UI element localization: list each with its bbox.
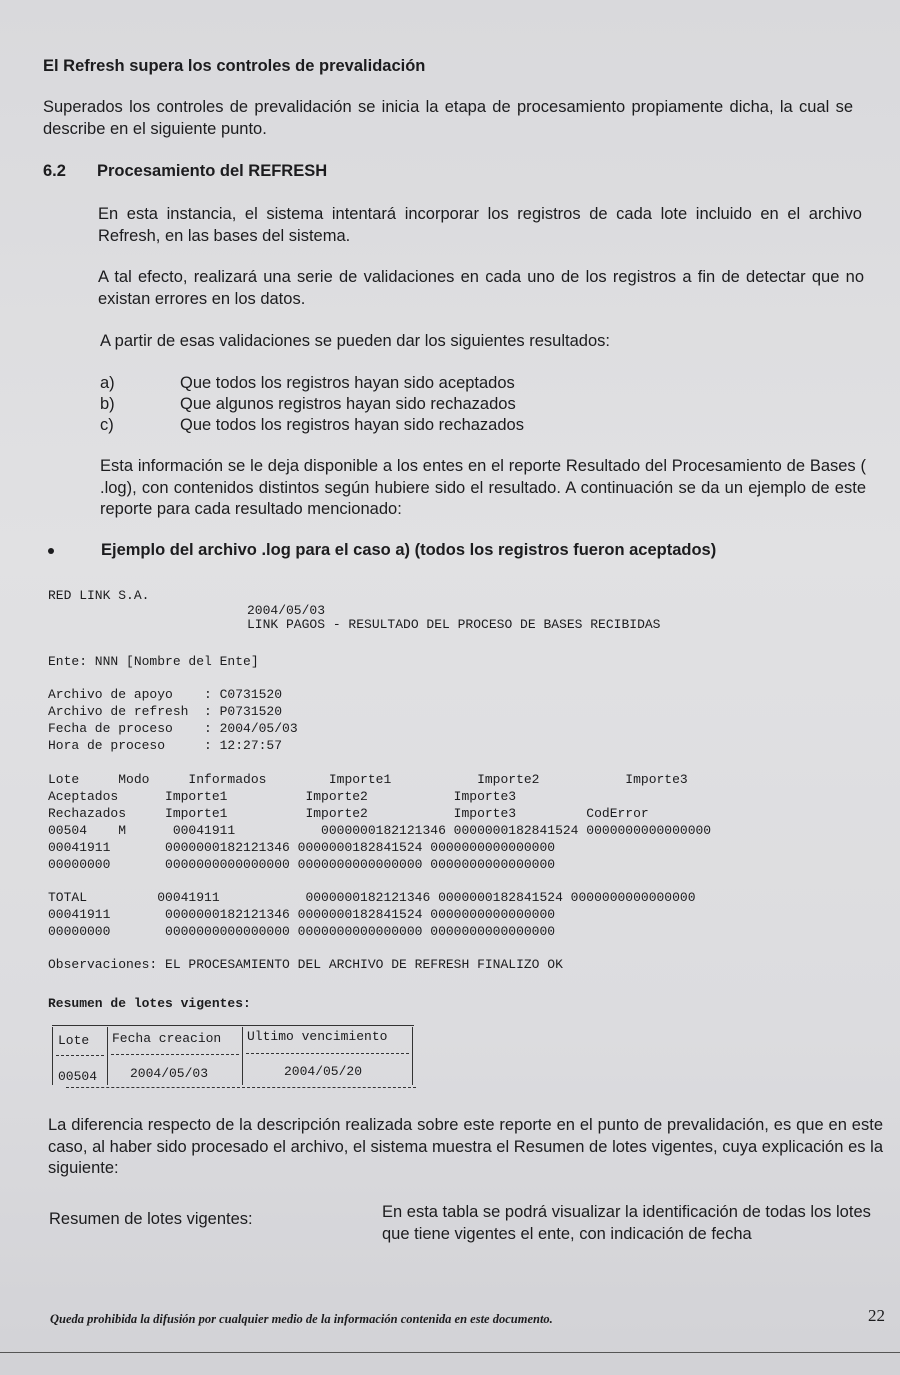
log-header-line: Aceptados Importe1 Importe2 Importe3	[48, 789, 517, 804]
table-separator	[111, 1054, 239, 1055]
paragraph-efecto: A tal efecto, realizará una serie de validaciones en cada uno de los registros a fin de detectar que no existan errores en los datos.	[98, 268, 864, 308]
bullet-icon	[48, 548, 54, 554]
log-observaciones: Observaciones: EL PROCESAMIENTO DEL ARCHIVO DE REFRESH FINALIZO OK	[48, 957, 563, 972]
list-item: Que todos los registros hayan sido rechazados	[180, 416, 524, 434]
table-header-vencimiento: Ultimo vencimiento	[247, 1029, 388, 1044]
list-item: Que algunos registros hayan sido rechazados	[180, 395, 516, 413]
log-row-line: 00000000 0000000000000000 0000000000000000 0000000000000000	[48, 857, 556, 872]
section-number: 6.2	[43, 162, 66, 180]
log-header-line: Rechazados Importe1 Importe2 Importe3 CodError	[48, 806, 649, 821]
table-cell-lote: 00504	[58, 1069, 98, 1084]
log-total-line: TOTAL 00041911 0000000182121346 0000000182841524 0000000000000000	[48, 890, 696, 905]
list-marker: b)	[100, 395, 115, 413]
table-bottom-rule	[66, 1087, 416, 1088]
log-row-line: 00504 M 00041911 0000000182121346 0000000182841524 0000000000000000	[48, 823, 712, 838]
section-title: Procesamiento del REFRESH	[97, 162, 328, 180]
table-header-fecha: Fecha creacion	[112, 1031, 222, 1046]
log-total-line: 00000000 0000000000000000 0000000000000000 0000000000000000	[48, 924, 556, 939]
log-company: RED LINK S.A.	[48, 588, 150, 603]
log-row-line: 00041911 0000000182121346 0000000182841524 0000000000000000	[48, 840, 556, 855]
log-header-line: Lote Modo Informados Importe1 Importe2 Importe3	[48, 772, 688, 787]
bullet-heading: Ejemplo del archivo .log para el caso a) (todos los registros fueron aceptados)	[101, 541, 717, 559]
table-border	[242, 1027, 243, 1085]
log-info-line: Fecha de proceso : 2004/05/03	[48, 721, 298, 736]
log-ente: Ente: NNN [Nombre del Ente]	[48, 654, 259, 669]
table-border	[412, 1027, 413, 1085]
list-marker: c)	[100, 416, 114, 434]
paragraph-info: Esta información se le deja disponible a los entes en el reporte Resultado del Procesamiento de Bases ( .log), con contenidos distintos según hubiere sido el resultado. A continuación se da un ejemplo de este reporte para cada resultado mencionado:	[100, 457, 866, 518]
log-info-line: Archivo de refresh : P0731520	[48, 704, 283, 719]
table-cell-fecha: 2004/05/03	[130, 1066, 209, 1081]
table-header-lote: Lote	[58, 1033, 90, 1048]
table-top-rule	[52, 1025, 414, 1026]
log-info-line: Hora de proceso : 12:27:57	[48, 738, 283, 753]
definition-text: En esta tabla se podrá visualizar la identificación de todas los lotes que tiene vigentes el ente, con indicación de fecha	[382, 1203, 871, 1243]
list-marker: a)	[100, 374, 115, 392]
table-cell-vencimiento: 2004/05/20	[284, 1064, 363, 1079]
log-date: 2004/05/03	[247, 603, 326, 618]
log-total-line: 00041911 0000000182121346 0000000182841524 0000000000000000	[48, 907, 556, 922]
footer-note: Queda prohibida la difusión por cualquier medio de la información contenida en este documento.	[50, 1312, 553, 1326]
table-separator	[246, 1053, 409, 1054]
table-border	[52, 1027, 53, 1085]
log-info-line: Archivo de apoyo : C0731520	[48, 687, 283, 702]
heading-refresh: El Refresh supera los controles de prevalidación	[43, 57, 426, 75]
paragraph-partir: A partir de esas validaciones se pueden dar los siguientes resultados:	[100, 332, 610, 350]
footer-rule	[0, 1352, 900, 1353]
log-resumen-title: Resumen de lotes vigentes:	[48, 996, 251, 1011]
paragraph-superados: Superados los controles de prevalidación se inicia la etapa de procesamiento propiamente dicha, la cual se describe en el siguiente punto.	[43, 98, 853, 138]
list-item: Que todos los registros hayan sido aceptados	[180, 374, 515, 392]
table-separator	[56, 1055, 104, 1056]
page-number: 22	[868, 1306, 885, 1325]
table-border	[107, 1027, 108, 1085]
definition-term: Resumen de lotes vigentes:	[49, 1210, 253, 1228]
log-report-title: LINK PAGOS - RESULTADO DEL PROCESO DE BASES RECIBIDAS	[247, 617, 661, 632]
paragraph-diferencia: La diferencia respecto de la descripción realizada sobre este reporte en el punto de prevalidación, es que en este caso, al haber sido procesado el archivo, el sistema muestra el Resumen de lotes vigentes, cuya explicación es la siguiente:	[48, 1116, 883, 1177]
paragraph-instancia: En esta instancia, el sistema intentará incorporar los registros de cada lote incluido en el archivo Refresh, en las bases del sistema.	[98, 205, 862, 245]
